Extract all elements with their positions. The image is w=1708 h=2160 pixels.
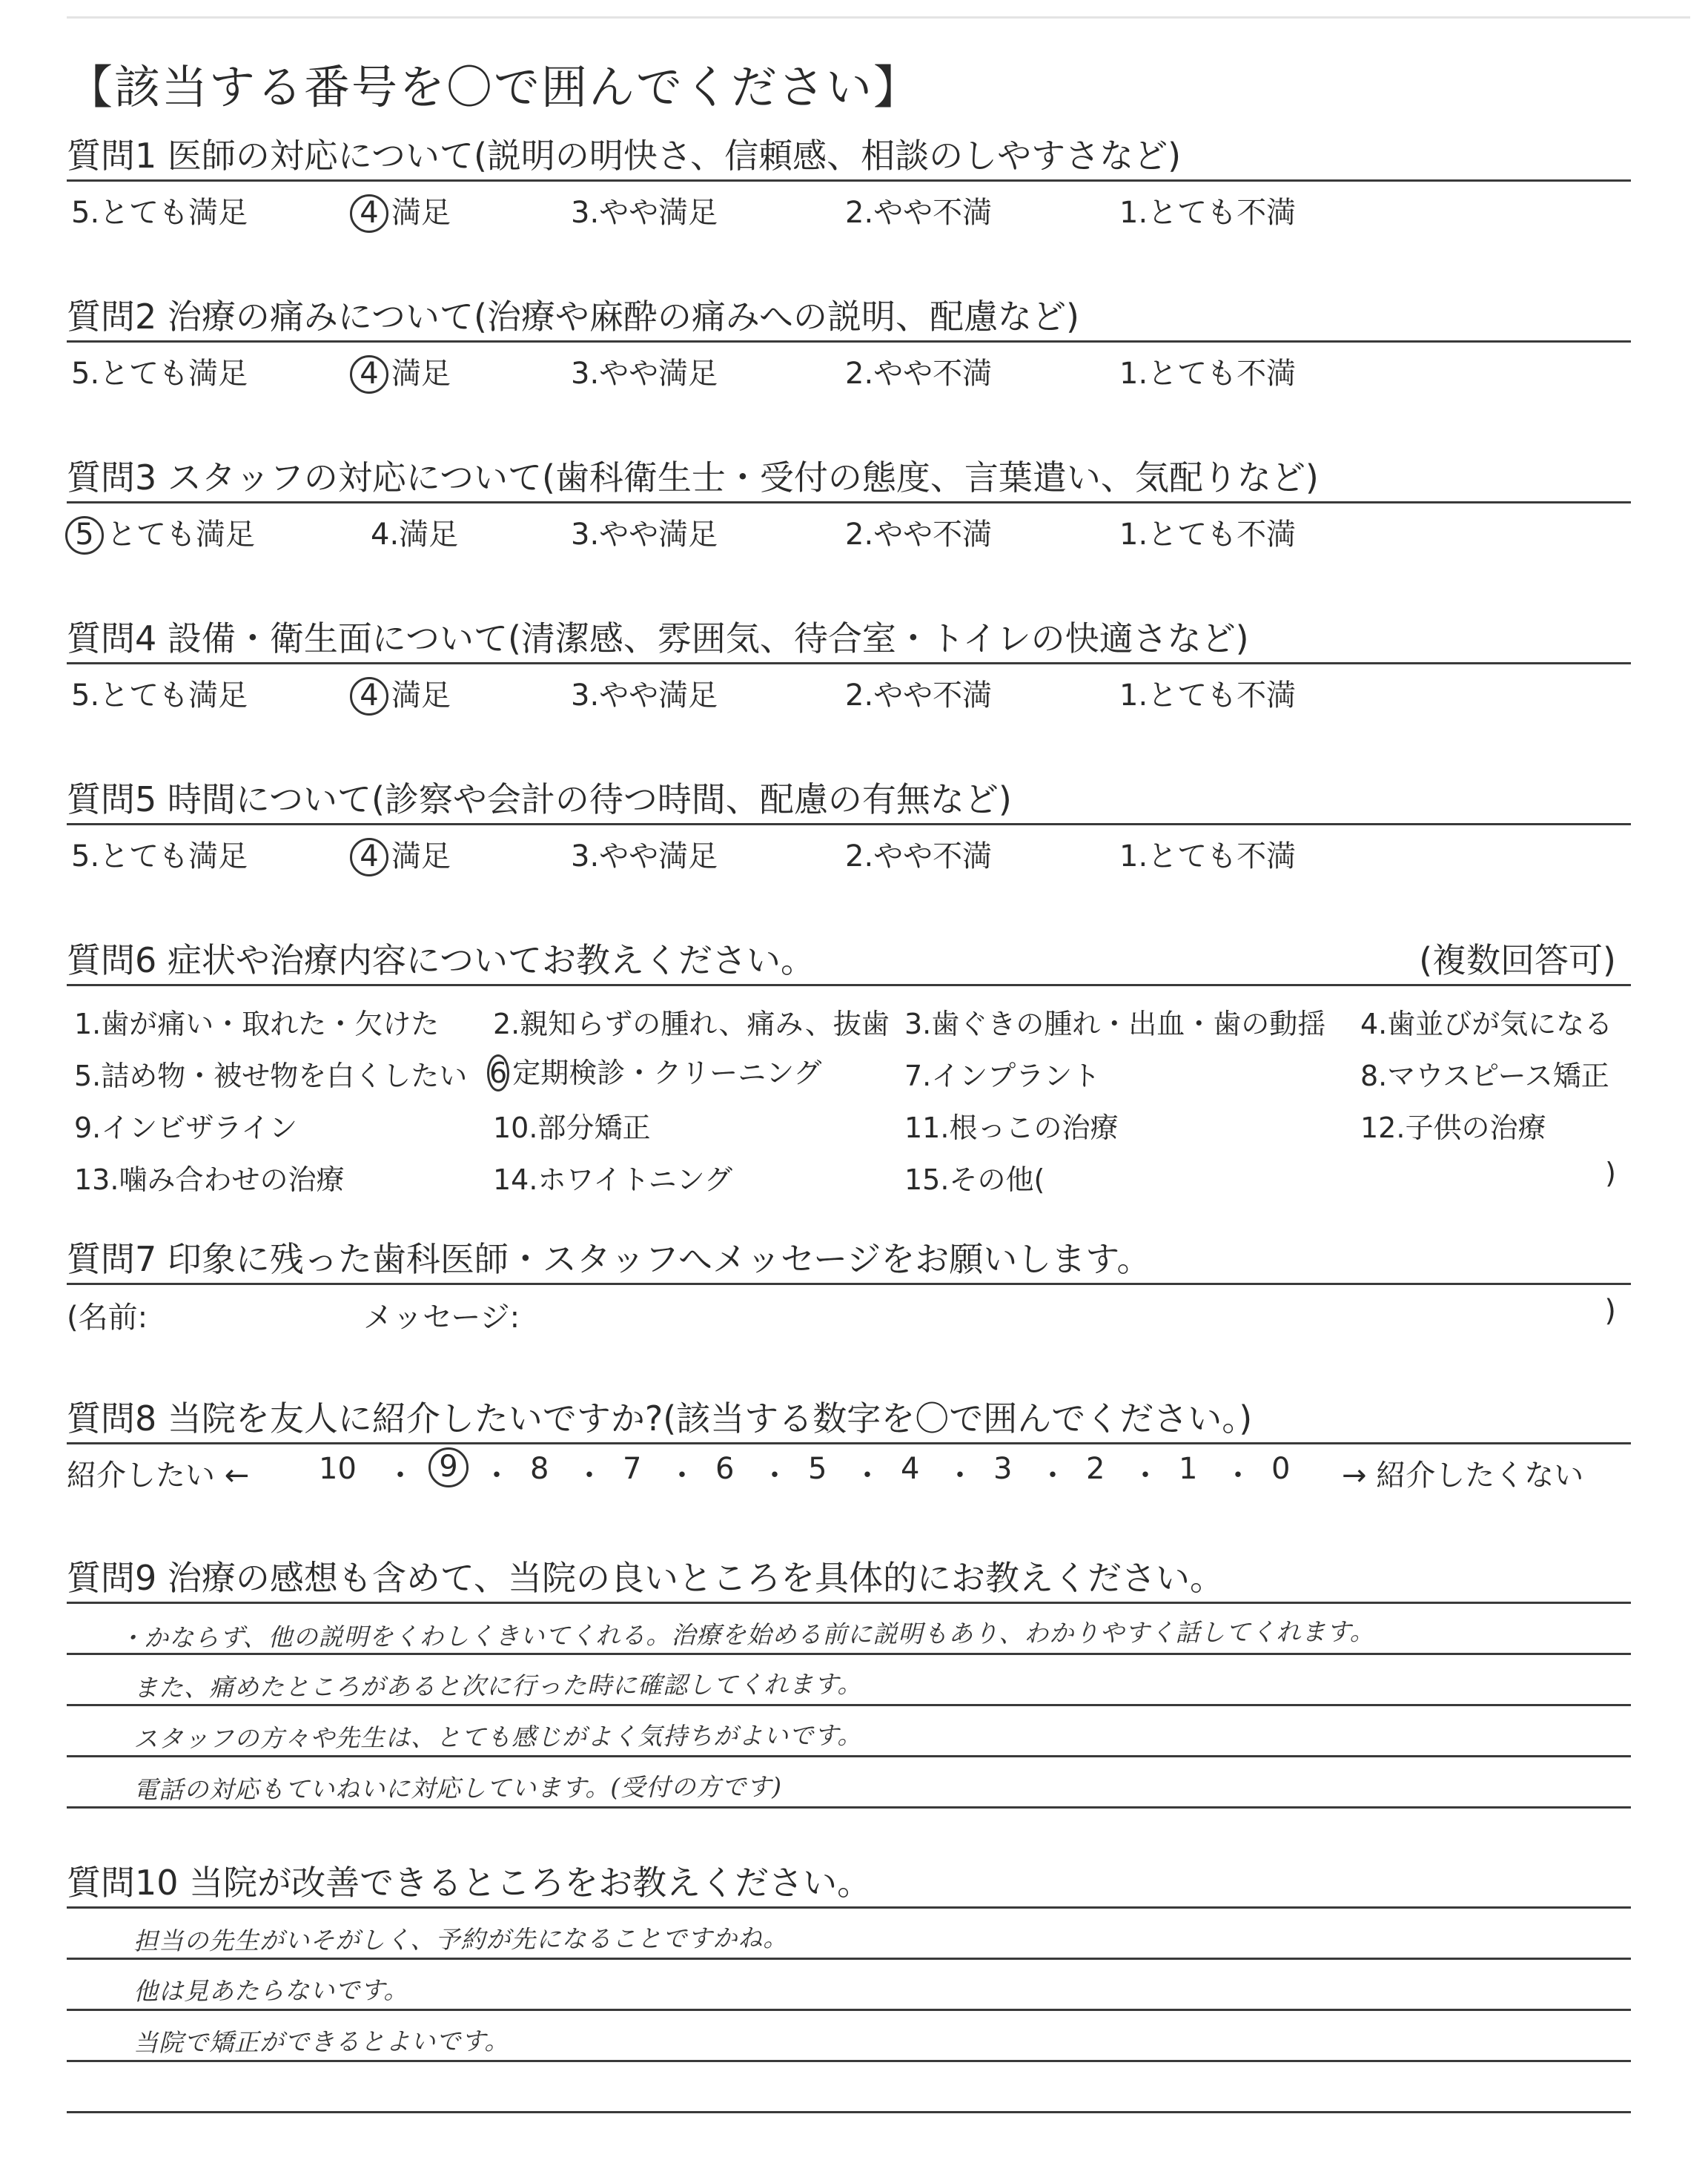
- option-5[interactable]: 5.詰め物・被せ物を白くしたい: [74, 1060, 468, 1092]
- question-2-label: 質問2 治療の痛みについて(治療や麻酔の痛みへの説明、配慮など): [67, 297, 1079, 337]
- question-5-options: [67, 825, 1631, 877]
- ruled-line: [67, 1806, 1631, 1809]
- survey-sheet: [67, 52, 1631, 2113]
- scale-7[interactable]: 7: [623, 1452, 642, 1486]
- dot: ・: [385, 1459, 415, 1493]
- message-line: [67, 1285, 1631, 1337]
- question-1: [67, 133, 1631, 234]
- scale-0[interactable]: 0: [1271, 1452, 1291, 1486]
- question-8-label: 質問8 当院を友人に紹介したいですか?(該当する数字を〇で囲んでください。): [67, 1398, 1253, 1439]
- option-1[interactable]: 1.歯が痛い・取れた・欠けた: [74, 1008, 440, 1040]
- question-2-options: [67, 343, 1631, 394]
- scale-left-label: 紹介したい ←: [67, 1459, 250, 1493]
- question-6-options: [67, 986, 1631, 1209]
- question-5-label: 質問5 時間について(診察や会計の待つ時間、配慮の有無など): [67, 779, 1012, 819]
- scale-5[interactable]: 5: [808, 1452, 827, 1486]
- dot: ・: [1038, 1459, 1068, 1493]
- scale-2[interactable]: 2: [1086, 1452, 1105, 1486]
- option-2[interactable]: 2.やや不満: [845, 678, 993, 713]
- answer-line: 当院で矯正ができるとよいです。: [133, 2026, 510, 2058]
- option-4[interactable]: 4.満足: [371, 518, 459, 552]
- option-4-selected[interactable]: 4 満足: [356, 672, 451, 716]
- option-2[interactable]: 2.やや不満: [845, 196, 993, 230]
- scale-10[interactable]: 10: [319, 1452, 357, 1486]
- option-5[interactable]: 5.とても満足: [71, 678, 248, 713]
- option-6-selected[interactable]: 6 定期検診・クリーニング: [493, 1050, 821, 1091]
- scale-4[interactable]: 4: [901, 1452, 920, 1486]
- message-label: メッセージ:: [363, 1301, 520, 1335]
- option-5-selected[interactable]: 5 とても満足: [71, 511, 255, 555]
- dot: ・: [575, 1459, 604, 1493]
- question-9: [67, 1556, 1631, 1809]
- option-3[interactable]: 3.やや満足: [571, 357, 718, 391]
- option-4-selected[interactable]: 4 満足: [356, 833, 451, 876]
- scale-right-label: → 紹介したくない: [1342, 1459, 1584, 1493]
- question-1-label: 質問1 医師の対応について(説明の明快さ、信頼感、相談のしやすさなど): [67, 136, 1182, 176]
- question-5: [67, 777, 1631, 877]
- answer-line: スタッフの方々や先生は、とても感じがよく気持ちがよいです。: [133, 1720, 863, 1754]
- ruled-line: [67, 2111, 1631, 2113]
- option-1[interactable]: 1.とても不満: [1119, 839, 1297, 873]
- dot: ・: [760, 1459, 790, 1493]
- option-1[interactable]: 1.とても不満: [1119, 357, 1297, 391]
- option-14[interactable]: 14.ホワイトニング: [493, 1163, 733, 1196]
- dot: ・: [667, 1459, 697, 1493]
- question-3-label: 質問3 スタッフの対応について(歯科衛生士・受付の態度、言葉遣い、気配りなど): [67, 458, 1319, 498]
- question-4: [67, 616, 1631, 716]
- question-7-label: 質問7 印象に残った歯科医師・スタッフへメッセージをお願いします。: [67, 1239, 1151, 1279]
- question-10-label: 質問10 当院が改善できるところをお教えください。: [67, 1863, 872, 1903]
- dot: ・: [853, 1459, 882, 1493]
- close-paren: ): [1604, 1294, 1616, 1328]
- option-4-selected[interactable]: 4 満足: [356, 350, 451, 394]
- question-1-options: [67, 182, 1631, 234]
- answer-line: ・かならず、他の説明をくわしくきいてくれる。治療を始める前に説明もあり、わかりやすく話してくれます。: [118, 1616, 1375, 1653]
- option-3[interactable]: 3.やや満足: [571, 518, 718, 552]
- option-3[interactable]: 3.やや満足: [571, 839, 718, 873]
- option-9[interactable]: 9.インビザライン: [74, 1112, 298, 1144]
- option-8[interactable]: 8.マウスピース矯正: [1360, 1060, 1609, 1092]
- scale-6[interactable]: 6: [715, 1452, 735, 1486]
- scale-3[interactable]: 3: [993, 1452, 1013, 1486]
- option-2[interactable]: 2.親知らずの腫れ、痛み、抜歯: [493, 1008, 890, 1040]
- question-6-label: 質問6 症状や治療内容についてお教えください。: [67, 940, 815, 980]
- top-border: [67, 16, 1690, 19]
- question-3: [67, 455, 1631, 555]
- answer-line: 他は見あたらないです。: [133, 1975, 409, 2006]
- handwritten-answer: [67, 1604, 1631, 1809]
- page-title: 【該当する番号を〇で囲んでください】: [67, 60, 921, 114]
- question-6: [67, 938, 1631, 1209]
- answer-line: 担当の先生がいそがしく、予約が先になることですかね。: [133, 1923, 789, 1956]
- scale-8[interactable]: 8: [530, 1452, 549, 1486]
- multiple-answer-note: (複数回答可): [1419, 940, 1616, 980]
- question-7: [67, 1237, 1631, 1337]
- question-3-options: [67, 503, 1631, 555]
- option-4-selected[interactable]: 4 満足: [356, 189, 451, 233]
- option-3[interactable]: 3.やや満足: [571, 196, 718, 230]
- option-11[interactable]: 11.根っこの治療: [904, 1112, 1119, 1144]
- question-4-label: 質問4 設備・衛生面について(清潔感、雰囲気、待合室・トイレの快適さなど): [67, 618, 1249, 658]
- recommend-scale: [67, 1444, 1631, 1496]
- option-5[interactable]: 5.とても満足: [71, 196, 248, 230]
- dot: ・: [945, 1459, 975, 1493]
- scale-1[interactable]: 1: [1179, 1452, 1198, 1486]
- option-1[interactable]: 1.とても不満: [1119, 196, 1297, 230]
- question-4-options: [67, 664, 1631, 716]
- option-2[interactable]: 2.やや不満: [845, 357, 993, 391]
- scale-9-selected[interactable]: 9: [428, 1447, 469, 1487]
- option-15[interactable]: 15.その他(: [904, 1163, 1045, 1196]
- dot: ・: [1131, 1459, 1160, 1493]
- answer-line: また、痛めたところがあると次に行った時に確認してくれます。: [133, 1669, 863, 1702]
- other-close-paren: ): [1605, 1157, 1616, 1189]
- option-12[interactable]: 12.子供の治療: [1360, 1112, 1546, 1144]
- question-2: [67, 294, 1631, 394]
- option-3[interactable]: 3.やや満足: [571, 678, 718, 713]
- name-label: (名前:: [67, 1301, 148, 1335]
- answer-line: 電話の対応もていねいに対応しています。(受付の方です): [133, 1771, 783, 1805]
- option-2[interactable]: 2.やや不満: [845, 518, 993, 552]
- question-9-label: 質問9 治療の感想も含めて、当院の良いところを具体的にお教えください。: [67, 1558, 1224, 1598]
- option-13[interactable]: 13.噛み合わせの治療: [74, 1163, 345, 1196]
- handwritten-answer: [67, 1909, 1631, 2113]
- option-3[interactable]: 3.歯ぐきの腫れ・出血・歯の動揺: [904, 1008, 1326, 1040]
- option-1[interactable]: 1.とても不満: [1119, 518, 1297, 552]
- option-5[interactable]: 5.とても満足: [71, 357, 248, 391]
- dot: ・: [1223, 1459, 1253, 1493]
- option-2[interactable]: 2.やや不満: [845, 839, 993, 873]
- option-4[interactable]: 4.歯並びが気になる: [1360, 1008, 1613, 1040]
- option-5[interactable]: 5.とても満足: [71, 839, 248, 873]
- option-1[interactable]: 1.とても不満: [1119, 678, 1297, 713]
- question-8: [67, 1396, 1631, 1496]
- dot: ・: [482, 1459, 512, 1493]
- option-7[interactable]: 7.インプラント: [904, 1060, 1101, 1092]
- question-10: [67, 1860, 1631, 2113]
- option-10[interactable]: 10.部分矯正: [493, 1112, 651, 1144]
